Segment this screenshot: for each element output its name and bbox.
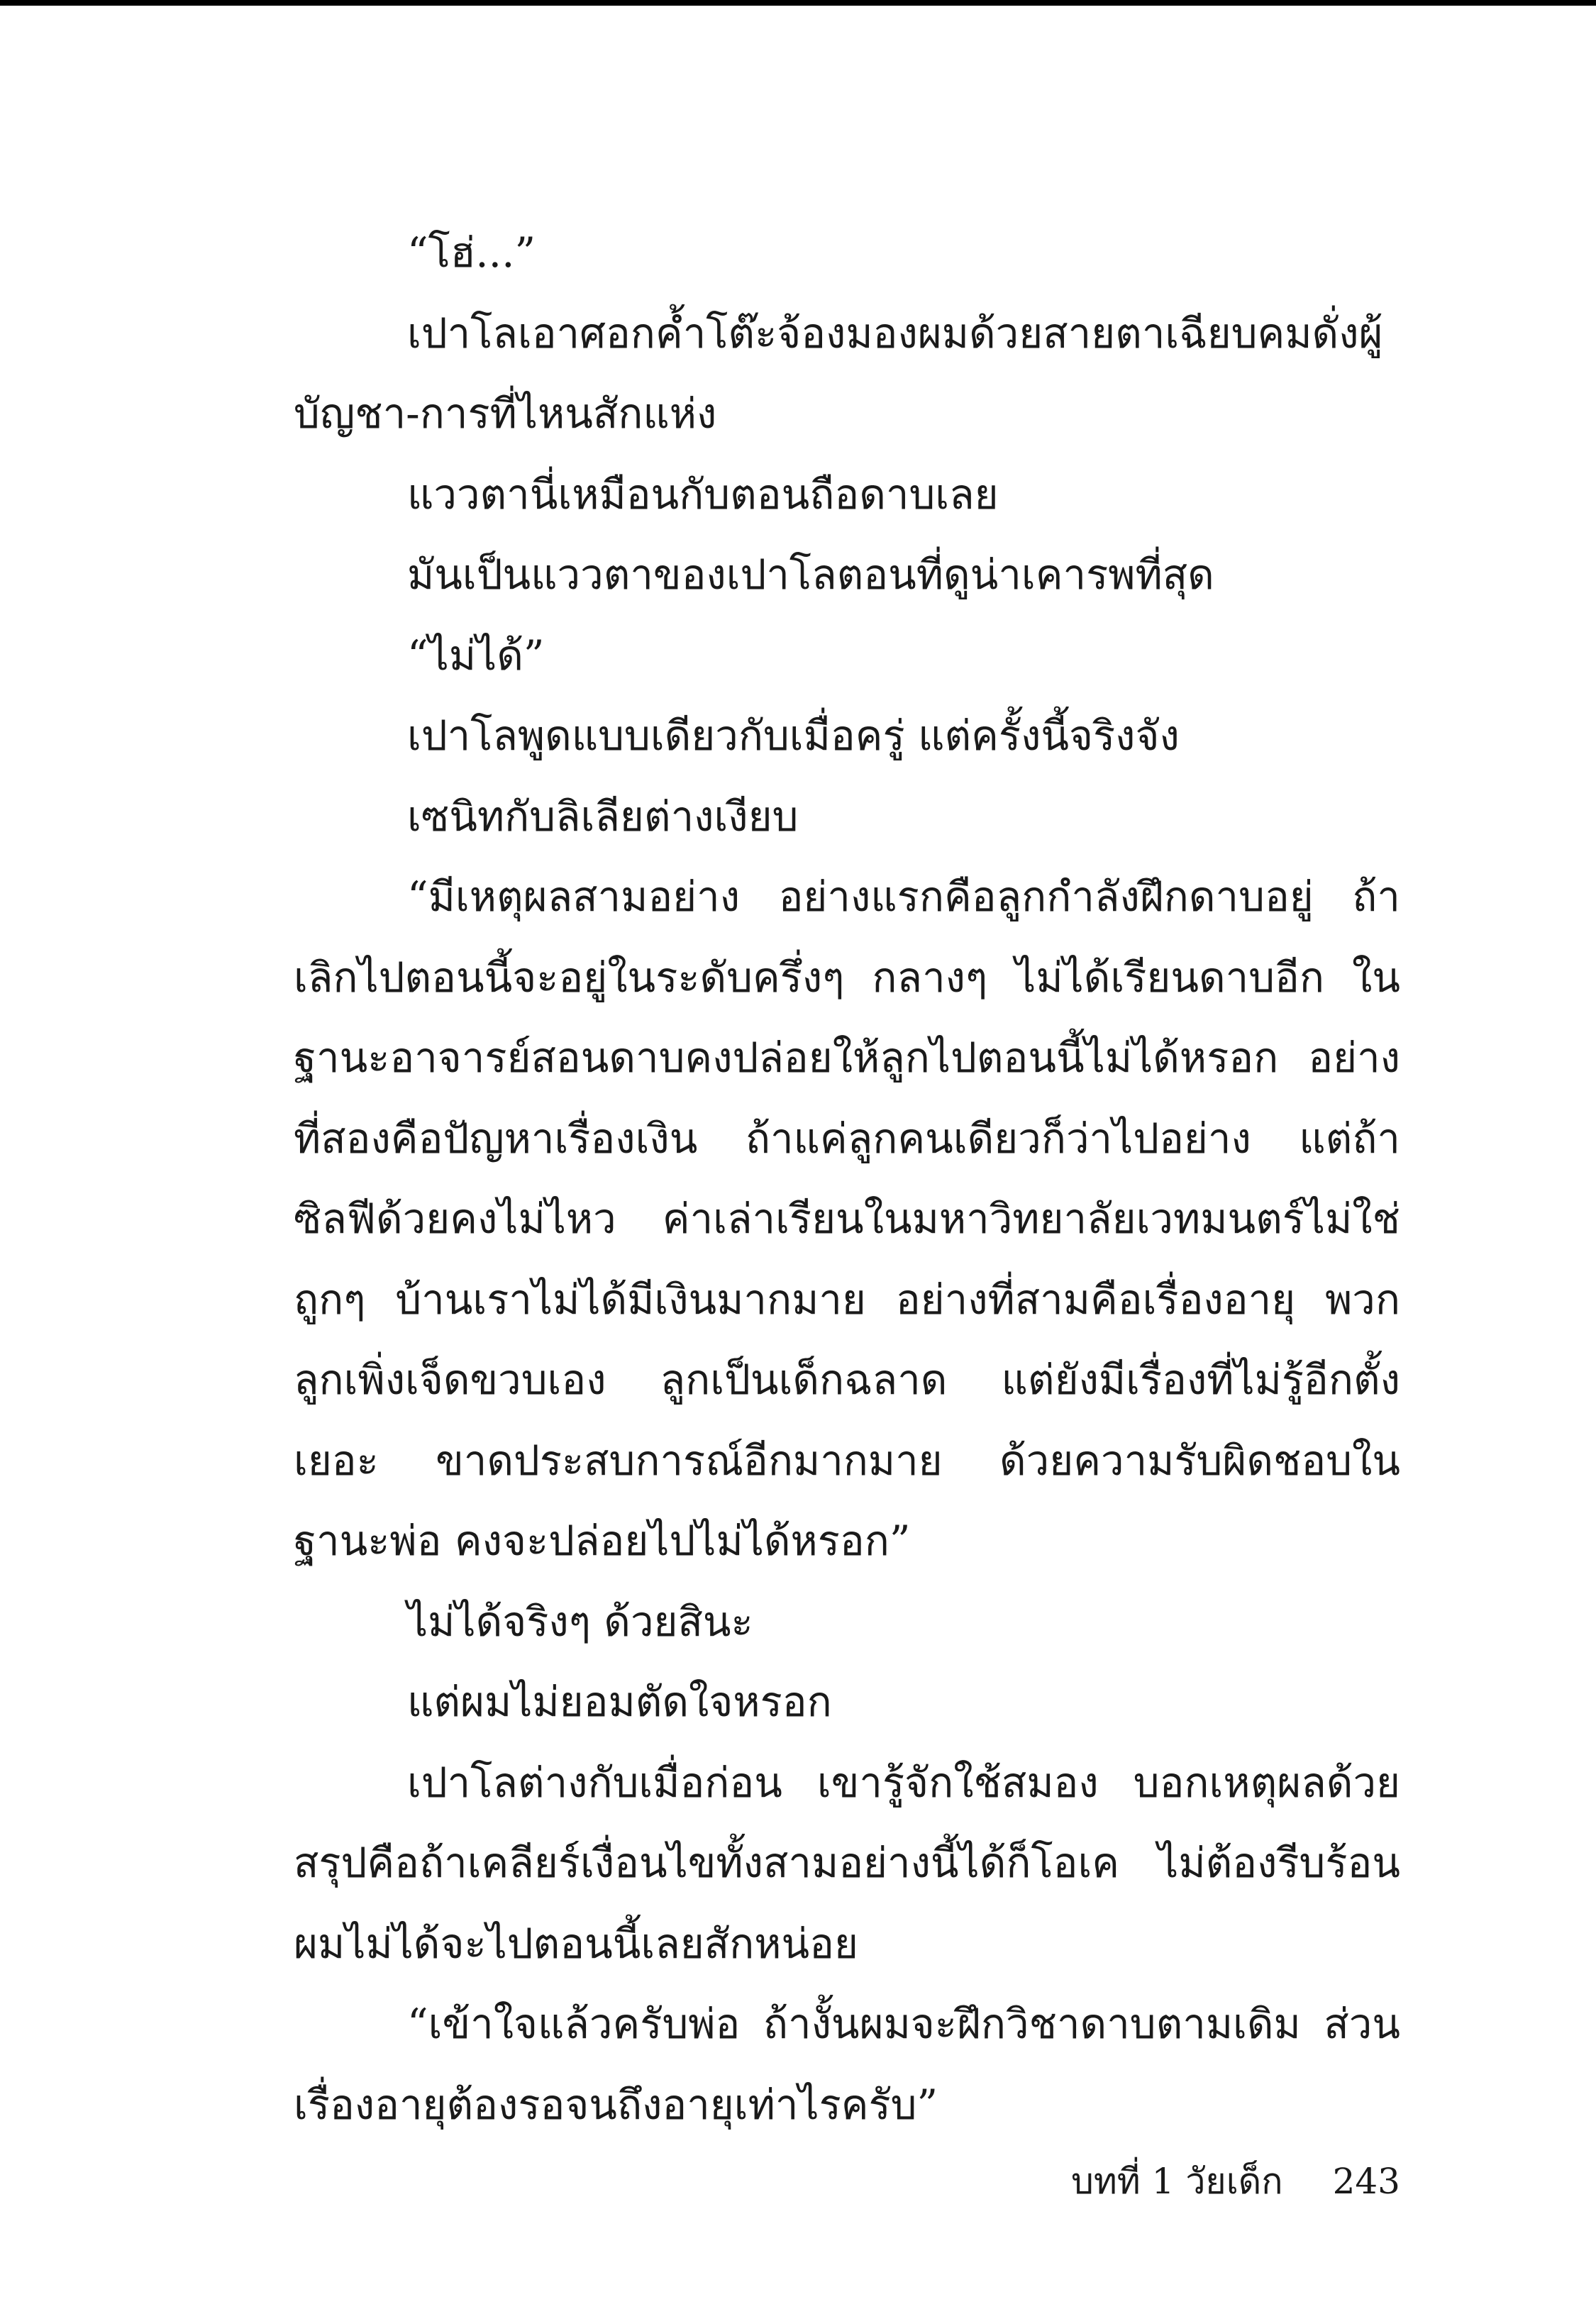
paragraph: “ไม่ได้” <box>407 631 545 680</box>
paragraph: “โฮ่...” <box>407 228 536 277</box>
body-text <box>294 213 1400 2145</box>
paragraph: “เข้าใจแล้วครับพ่อ ถ้างั้นผมจะฝึกวิชาดาบตามเดิม ส่วนเรื่องอายุต้องรอจนถึงอายุเท่าไรครับ” <box>294 2000 1400 2129</box>
top-border-rule <box>0 0 1596 6</box>
paragraph: เซนิทกับลิเลียต่างเงียบ <box>407 792 799 841</box>
paragraph: ไม่ได้จริงๆ ด้วยสินะ <box>407 1597 753 1646</box>
page-footer <box>294 2149 1400 2213</box>
paragraph: มันเป็นแววตาของเปาโลตอนที่ดูน่าเคารพที่สุด <box>407 550 1214 599</box>
chapter-title: บทที่ 1 วัยเด็ก <box>1071 2160 1283 2202</box>
page-number: 243 <box>1332 2161 1400 2202</box>
paragraph: แววตานี่เหมือนกับตอนถือดาบเลย <box>407 470 999 519</box>
paragraph: เปาโลต่างกับเมื่อก่อน เขารู้จักใช้สมอง บอกเหตุผลด้วย สรุปคือถ้าเคลียร์เงื่อนไขทั้งสามอย่างนี้ได้ก็โอเค ไม่ต้องรีบร้อนผมไม่ได้จะไปตอนนี้เลยสักหน่อย <box>294 1758 1400 1968</box>
paragraph: เปาโลพูดแบบเดียวกับเมื่อครู่ แต่ครั้งนี้จริงจัง <box>407 712 1180 760</box>
paragraph: “มีเหตุผลสามอย่าง อย่างแรกคือลูกกำลังฝึกดาบอยู่ ถ้าเลิกไปตอนนี้จะอยู่ในระดับครึ่งๆ กลางๆ ไม่ได้เรียนดาบอีก ในฐานะอาจารย์สอนดาบคงปล่อยให้ลูกไปตอนนี้ไม่ได้หรอก อย่างที่สองคือปัญหาเรื่องเงิน ถ้าแค่ลูกคนเดียวก็ว่าไปอย่าง แต่ถ้าซิลฟีด้วยคงไม่ไหว ค่าเล่าเรียนในมหาวิทยาลัยเวทมนตร์ไม่ใช่ถูกๆ บ้านเราไม่ได้มีเงินมากมาย อย่างที่สามคือเรื่องอายุ พวกลูกเพิ่งเจ็ดขวบเอง ลูกเป็นเด็กฉลาด แต่ยังมีเรื่องที่ไม่รู้อีกตั้งเยอะ ขาดประสบการณ์อีกมากมาย ด้วยความรับผิดชอบในฐานะพ่อ คงจะปล่อยไปไม่ได้หรอก” <box>294 873 1400 1565</box>
paragraph: เปาโลเอาศอกค้ำโต๊ะจ้องมองผมด้วยสายตาเฉียบคมดั่งผู้บัญชา-การที่ไหนสักแห่ง <box>294 309 1383 438</box>
paragraph: แต่ผมไม่ยอมตัดใจหรอก <box>407 1678 832 1726</box>
